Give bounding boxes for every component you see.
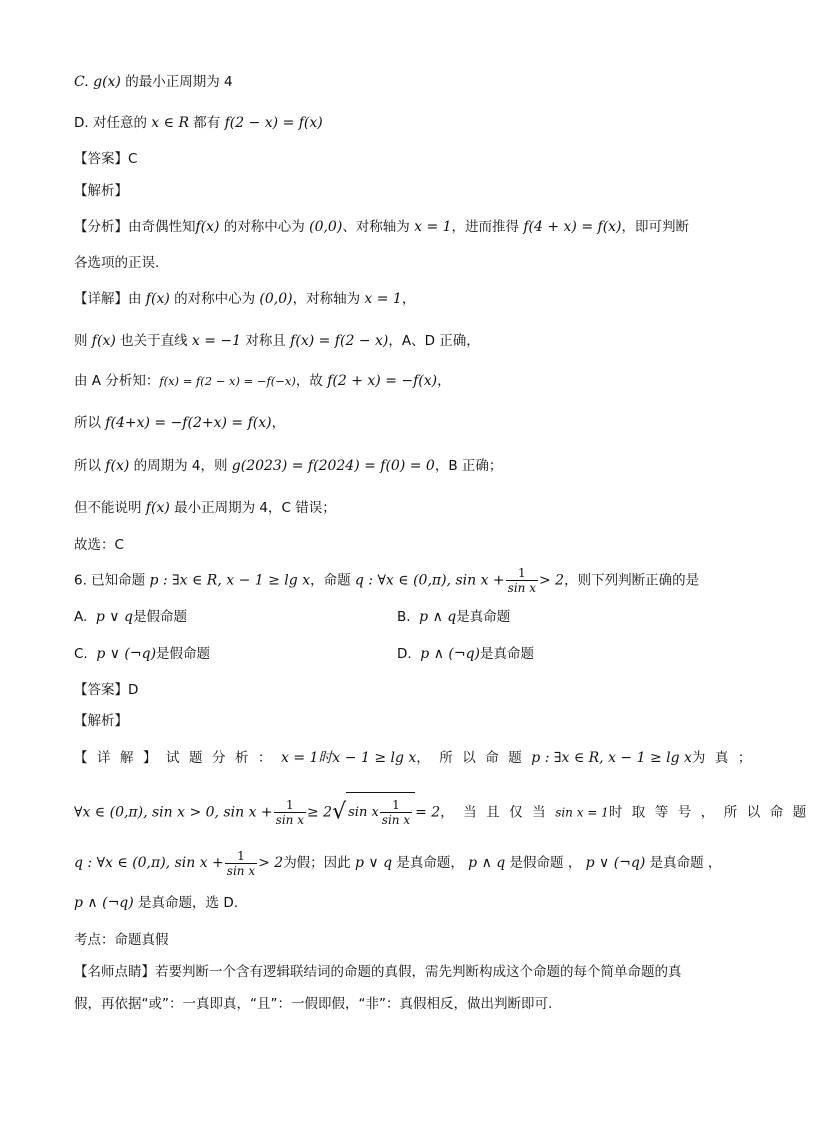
detail4-eq: f(4+x) = −f(2+x) = f(x) bbox=[105, 415, 272, 431]
detail-line-7: 故选：C bbox=[74, 537, 124, 553]
q6-s3-c: 是真命题， bbox=[392, 855, 469, 871]
q6-option-c bbox=[74, 646, 210, 662]
detail5-eq: g(2023) = f(2024) = f(0) = 0 bbox=[231, 458, 435, 474]
analysis-text-e: ，即可判断 bbox=[621, 219, 690, 235]
detail2-fx: f(x) bbox=[91, 333, 116, 349]
q6-s2-expr: ∀x ∈ (0,π), sin x > 0, sin x + bbox=[74, 804, 273, 821]
option-c-text: 的最小正周期为 4 bbox=[120, 74, 233, 90]
detail2-line: x = −1 bbox=[191, 333, 242, 349]
q6-frac-num: 1 bbox=[506, 566, 538, 581]
q6-option-c-expr: p ∨ (¬q) bbox=[96, 646, 157, 662]
analysis-line-2: 各选项的正误. bbox=[74, 255, 160, 271]
analysis-text-c: 、对称轴为 bbox=[342, 219, 415, 235]
q6-fraction bbox=[506, 566, 538, 595]
detail3-c: ， bbox=[437, 373, 451, 389]
q6-s2-sqrt-frac bbox=[380, 798, 412, 827]
detail2-c: 对称且 bbox=[241, 333, 291, 349]
analysis-line-1 bbox=[74, 217, 689, 237]
q6-s3-frac bbox=[225, 849, 257, 878]
q6-q-tail: > 2 bbox=[538, 572, 565, 589]
q6-s2-cond: sin x = 1 bbox=[555, 805, 609, 820]
detail4-b: ， bbox=[271, 415, 286, 431]
q6-s3-frac-den: sin x bbox=[226, 863, 256, 878]
q6-option-b-label: B. bbox=[397, 609, 411, 625]
q6-s2-sqrt-num: 1 bbox=[380, 798, 412, 813]
detail-line-1 bbox=[74, 289, 415, 309]
detail3-b: ，故 bbox=[295, 373, 328, 389]
q6-solution-line-3 bbox=[74, 843, 721, 883]
detail1-origin: (0,0) bbox=[259, 291, 293, 307]
option-c-expr: C. g(x) bbox=[74, 74, 121, 90]
q6-solution-line-1 bbox=[74, 748, 761, 768]
q6-stem-a: 6. 已知命题 bbox=[74, 572, 150, 589]
q6-s4-b: 是真命题，选 D. bbox=[133, 895, 239, 911]
explain-1-head: 【解析】 bbox=[74, 183, 128, 199]
q6-option-d-label: D. bbox=[397, 646, 412, 662]
detail6-fx: f(x) bbox=[145, 500, 170, 516]
analysis-text-d: ，进而推得 bbox=[451, 219, 524, 235]
q6-solution-line-2 bbox=[74, 792, 816, 833]
option-d-line bbox=[74, 113, 323, 133]
detail1-b: 的对称中心为 bbox=[169, 291, 260, 307]
option-d-text: 都有 bbox=[188, 115, 225, 131]
detail1-d: ， bbox=[401, 291, 416, 307]
q6-s3-e1: p ∨ q bbox=[354, 855, 393, 871]
detail3-a: 由 A 分析知： bbox=[74, 373, 160, 389]
q6-s1-expr2: p : ∃x ∈ R, x − 1 ≥ lg x bbox=[531, 750, 692, 766]
detail-line-3 bbox=[74, 371, 451, 391]
q6-s2-sqrt bbox=[332, 792, 415, 833]
detail6-a: 但不能说明 bbox=[74, 500, 146, 516]
analysis-text-b: 的对称中心为 bbox=[219, 219, 310, 235]
q6-s3-e2: p ∧ q bbox=[468, 855, 506, 871]
q6-stem bbox=[74, 566, 699, 595]
detail-line-6 bbox=[74, 498, 336, 518]
q6-frac-den: sin x bbox=[507, 581, 536, 595]
q6-options-row-1 bbox=[74, 607, 724, 627]
q6-stem-b: ，命题 bbox=[310, 572, 355, 589]
detail5-a: 所以 bbox=[74, 458, 106, 474]
detail6-b: 最小正周期为 4，C 错误； bbox=[169, 500, 336, 516]
detail-line-4 bbox=[74, 413, 285, 433]
detail1-c: ，对称轴为 bbox=[292, 291, 365, 307]
q6-option-a bbox=[74, 609, 187, 625]
q6-option-d-text: 是真命题 bbox=[480, 646, 535, 662]
detail1-fx: f(x) bbox=[145, 291, 170, 307]
option-d-label: D. 对任意的 bbox=[74, 115, 147, 131]
q6-option-d bbox=[397, 644, 534, 664]
q6-s2-frac-den: sin x bbox=[275, 813, 304, 827]
q6-s3-d: 是假命题 ， bbox=[505, 855, 586, 871]
option-d-expr: f(2 − x) = f(x) bbox=[224, 115, 323, 131]
analysis-expr-axis: x = 1 bbox=[414, 219, 452, 235]
detail5-c: ，B 正确； bbox=[434, 458, 503, 474]
q6-stem-c: ，则下列判断正确的是 bbox=[564, 572, 700, 589]
option-c-line bbox=[74, 72, 233, 92]
q6-solution-line-4 bbox=[74, 893, 238, 913]
q6-s2-c: 时取等号，所以命题 bbox=[608, 804, 816, 821]
q6-options-row-2 bbox=[74, 644, 724, 664]
analysis-expr-fx: f(x) bbox=[195, 219, 220, 235]
q6-option-a-expr: p ∨ q bbox=[95, 609, 133, 625]
q6-option-d-expr: p ∧ (¬q) bbox=[420, 646, 481, 662]
q6-s1-b: ，所以命题 bbox=[416, 750, 532, 766]
detail-line-2 bbox=[74, 331, 480, 351]
q6-s3-b: 为假；因此 bbox=[283, 855, 355, 871]
detail2-eq: f(x) = f(2 − x) bbox=[290, 333, 389, 349]
analysis-text-a: 【分析】由奇偶性知 bbox=[74, 219, 196, 235]
sqrt-sign-icon: √ bbox=[332, 799, 347, 825]
q6-s3-expr: q : ∀x ∈ (0,π), sin x + bbox=[74, 855, 224, 871]
q6-s2-sqrt-body bbox=[346, 792, 415, 833]
detail4-a: 所以 bbox=[74, 415, 106, 431]
detail3-eq2: f(2 + x) = −f(x) bbox=[327, 373, 438, 389]
q6-s2-b: ，当且仅当 bbox=[440, 804, 556, 821]
q6-s3-tail: > 2 bbox=[258, 855, 284, 871]
detail2-d: ，A、D 正确， bbox=[388, 333, 480, 349]
q6-s2-frac-num: 1 bbox=[274, 798, 306, 813]
q6-s2-ge: ≥ 2 bbox=[306, 804, 333, 821]
q6-option-a-text: 是假命题 bbox=[132, 609, 187, 625]
detail2-b: 也关于直线 bbox=[115, 333, 192, 349]
detail1-axis: x = 1 bbox=[364, 291, 402, 307]
q6-s2-sqrt-den: sin x bbox=[381, 813, 411, 827]
q6-p-expr: p : ∃x ∈ R, x − 1 ≥ lg x bbox=[149, 572, 311, 589]
q6-s3-e: 是真命题 ， bbox=[645, 855, 722, 871]
answer-2: 【答案】D bbox=[74, 682, 139, 698]
q6-s1-a: 【详解】试题分析： bbox=[74, 750, 281, 766]
explain-2-head: 【解析】 bbox=[74, 713, 128, 729]
q6-option-a-label: A. bbox=[74, 609, 88, 625]
option-d-domain: x ∈ R bbox=[151, 115, 189, 131]
q6-s1-c: 为真； bbox=[691, 750, 761, 766]
q6-s2-sqrt-a: sin x bbox=[348, 805, 379, 820]
q6-s1-expr: x = 1时x − 1 ≥ lg x bbox=[281, 750, 417, 766]
detail1-a: 【详解】由 bbox=[74, 291, 146, 307]
tip-line-1: 【名师点睛】若要判断一个含有逻辑联结词的命题的真假，需先判断构成这个命题的每个简单命题的真 bbox=[74, 964, 682, 980]
q6-s2-frac bbox=[274, 798, 306, 827]
q6-option-b-expr: p ∧ q bbox=[419, 609, 457, 625]
q6-s4-expr: p ∧ (¬q) bbox=[74, 895, 134, 911]
analysis-expr-origin: (0,0) bbox=[309, 219, 343, 235]
q6-s2-eq: = 2 bbox=[415, 804, 441, 821]
knowledge-point: 考点：命题真假 bbox=[74, 932, 169, 948]
q6-option-b bbox=[397, 607, 510, 627]
q6-s3-e3: p ∨ (¬q) bbox=[585, 855, 646, 871]
q6-option-b-text: 是真命题 bbox=[456, 609, 511, 625]
analysis-expr-period: f(4 + x) = f(x) bbox=[523, 219, 622, 235]
q6-s3-frac-num: 1 bbox=[225, 849, 257, 864]
q6-q-expr: q : ∀x ∈ (0,π), sin x + bbox=[354, 572, 505, 589]
detail3-eq1: f(x) = f(2 − x) = −f(−x) bbox=[159, 374, 296, 388]
tip-line-2: 假，再依据“或”：一真即真，“且”：一假即假，“非”：真假相反，做出判断即可. bbox=[74, 996, 553, 1012]
q6-option-c-text: 是假命题 bbox=[156, 646, 211, 662]
detail2-a: 则 bbox=[74, 333, 92, 349]
detail5-b: 的周期为 4，则 bbox=[129, 458, 232, 474]
q6-option-c-label: C. bbox=[74, 646, 88, 662]
detail5-fx: f(x) bbox=[105, 458, 130, 474]
answer-1: 【答案】C bbox=[74, 151, 138, 167]
detail-line-5 bbox=[74, 456, 502, 476]
